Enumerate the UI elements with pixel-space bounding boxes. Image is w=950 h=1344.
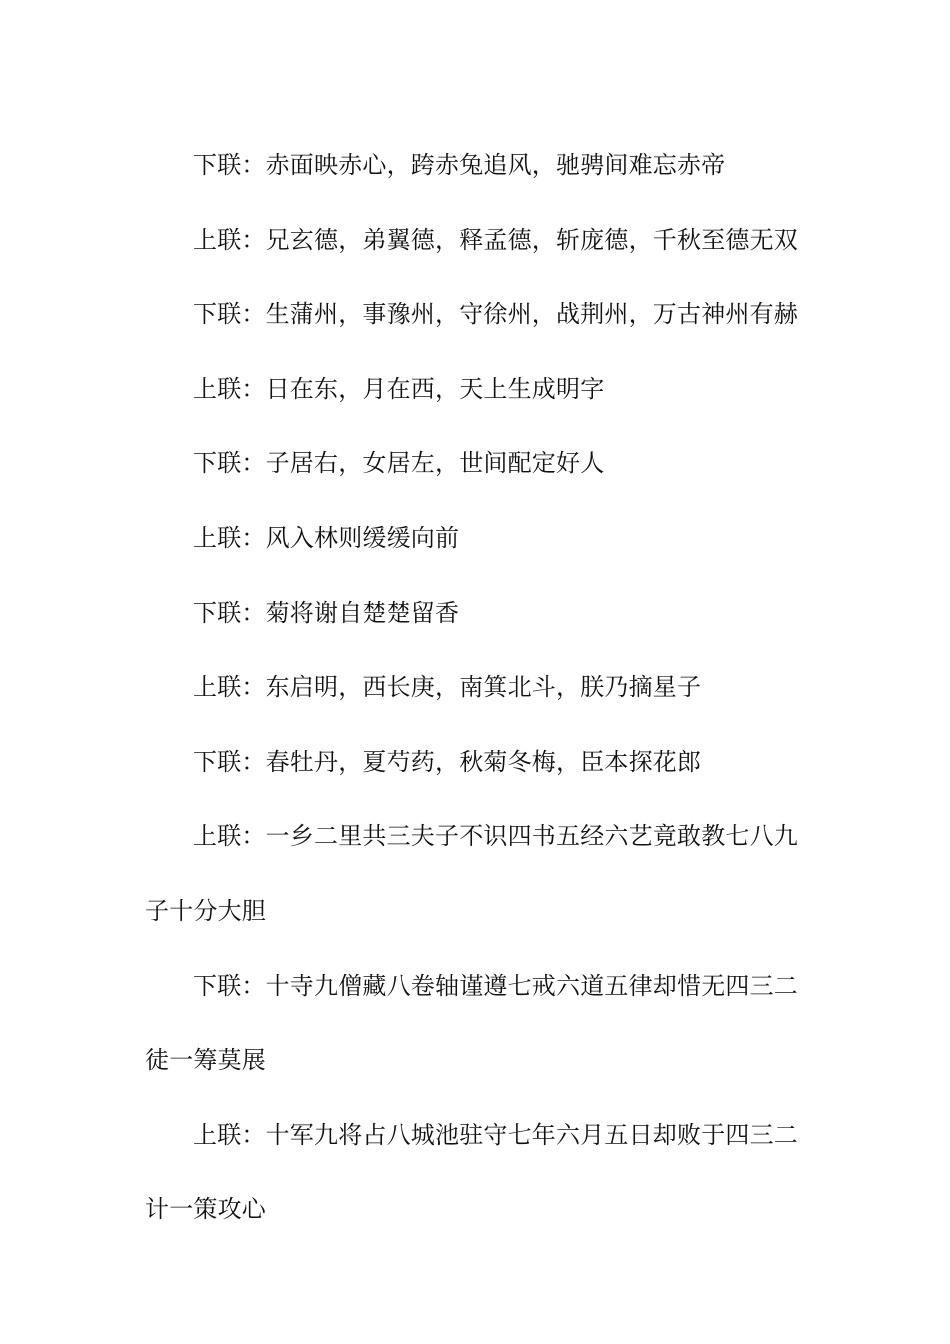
couplet-line: 下联：春牡丹，夏芍药，秋菊冬梅，臣本探花郎 bbox=[193, 747, 702, 776]
couplet-line: 下联：子居右，女居左，世间配定好人 bbox=[193, 449, 605, 478]
couplet-line: 上联：一乡二里共三夫子不识四书五经六艺竟敢教七八九子十分大胆 bbox=[145, 822, 798, 925]
couplet-line: 上联：兄玄德，弟翼德，释孟德，斩庞德，千秋至德无双 bbox=[193, 225, 798, 254]
couplet-line: 下联：菊将谢自楚楚留香 bbox=[193, 598, 460, 627]
couplet-line: 上联：风入林则缓缓向前 bbox=[193, 523, 460, 552]
document-body bbox=[145, 128, 813, 1247]
couplet-line: 下联：生蒲州，事豫州，守徐州，战荆州，万古神州有赫 bbox=[193, 300, 798, 329]
couplet-line: 上联：日在东，月在西，天上生成明字 bbox=[193, 374, 605, 403]
couplet-line: 上联：东启明，西长庚，南箕北斗，朕乃摘星子 bbox=[193, 673, 702, 702]
couplet-line: 上联：十军九将占八城池驻守七年六月五日却败于四三二计一策攻心 bbox=[145, 1120, 798, 1224]
couplet-line: 下联：十寺九僧藏八卷轴谨遵七戒六道五律却惜无四三二徒一筹莫展 bbox=[145, 971, 798, 1075]
couplet-line: 下联：赤面映赤心，跨赤兔追风，驰骋间难忘赤帝 bbox=[193, 151, 726, 179]
